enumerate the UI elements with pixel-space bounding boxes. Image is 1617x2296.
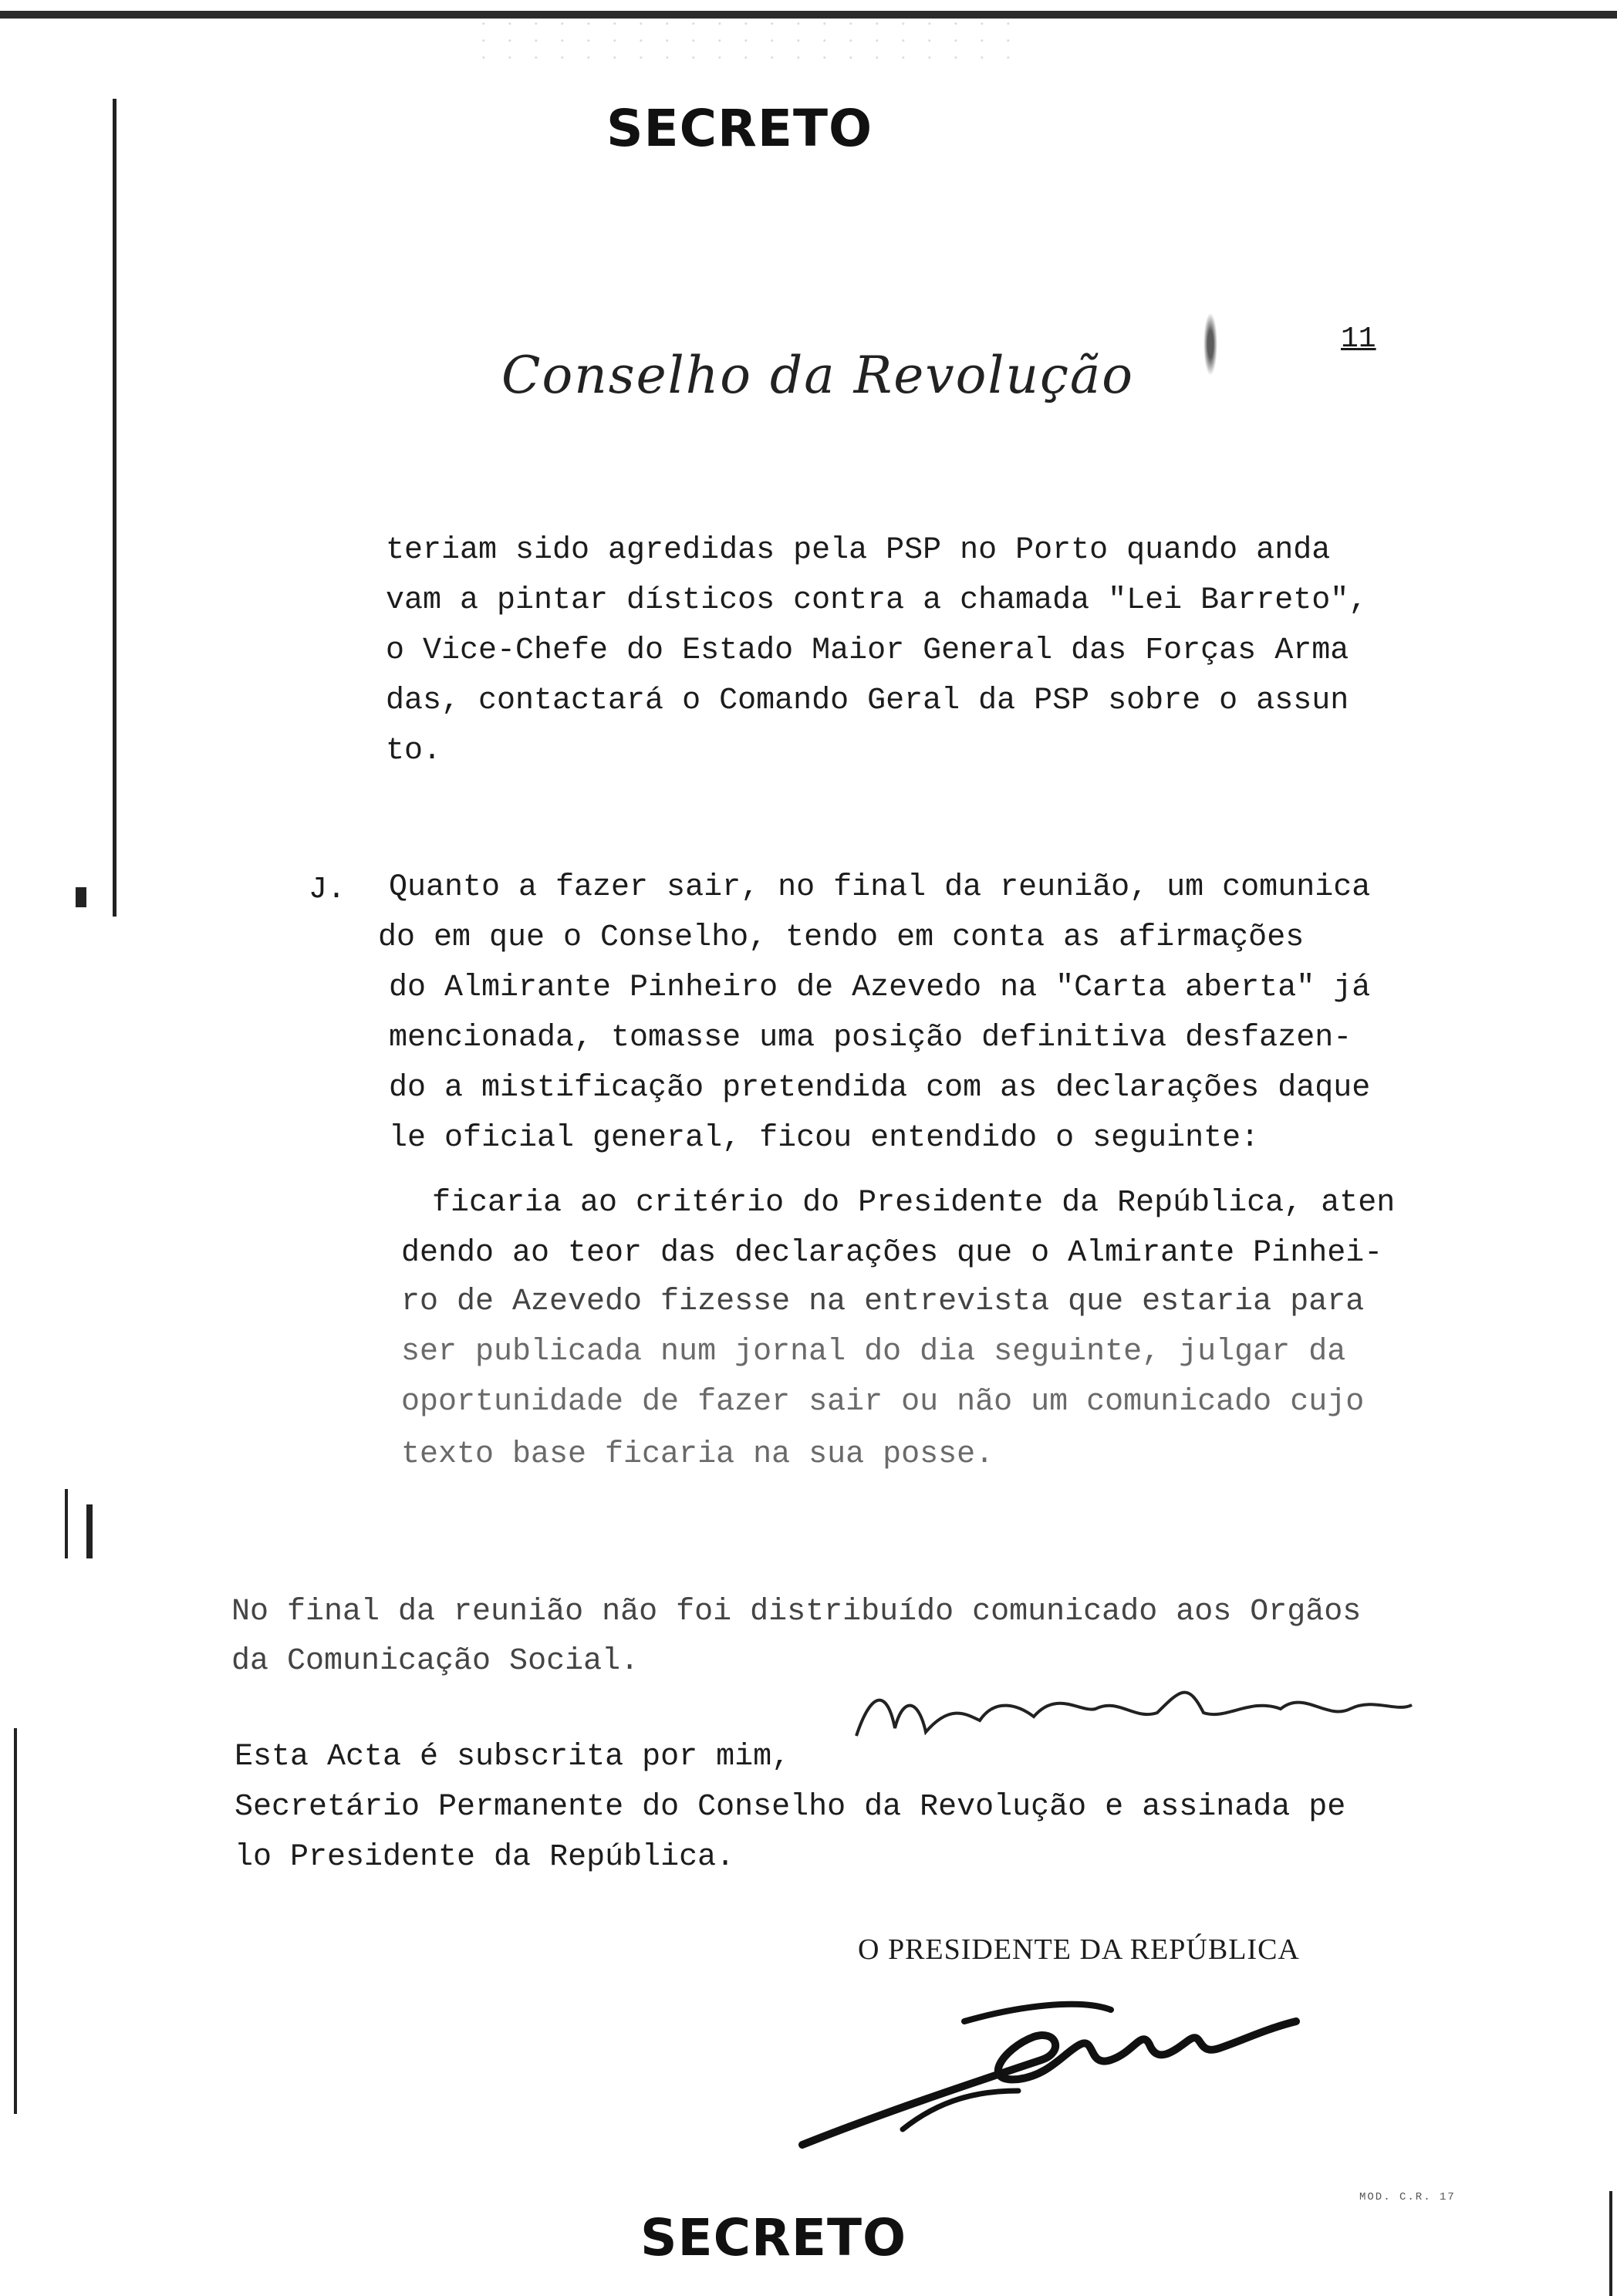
continuation-line: vam a pintar dísticos contra a chamada "Lei Barreto",	[386, 583, 1368, 618]
page-number: 11	[1341, 322, 1376, 356]
item-j-line: do em que o Conselho, tendo em conta as afirmações	[378, 920, 1305, 955]
item-j-line: do a mistificação pretendida com as declarações daque	[389, 1071, 1371, 1106]
scan-noise	[478, 19, 1018, 73]
punch-mark	[76, 887, 86, 907]
communique-line: No final da reunião não foi distribuído comunicado aos Orgãos	[231, 1595, 1362, 1629]
classification-stamp-top: SECRETO	[606, 99, 873, 158]
item-j-line: do Almirante Pinheiro de Azevedo na "Carta aberta" já	[389, 971, 1371, 1005]
classification-stamp-bottom: SECRETO	[640, 2208, 907, 2267]
attestation-line: lo Presidente da República.	[235, 1840, 735, 1875]
item-j-line: le oficial general, ficou entendido o seguinte:	[389, 1121, 1260, 1156]
top-edge-rule	[0, 11, 1617, 19]
left-margin-line-lower	[14, 1728, 17, 2114]
letterhead: Conselho da Revolução	[501, 346, 1135, 405]
communique-line: da Comunicação Social.	[231, 1644, 640, 1679]
continuation-line: das, contactará o Comando Geral da PSP sobre o assun	[386, 684, 1349, 718]
decision-line: texto base ficaria na sua posse.	[401, 1437, 994, 1472]
binding-mark	[86, 1504, 93, 1558]
item-letter: J.	[309, 873, 346, 907]
left-margin-line	[113, 99, 116, 917]
signatory-title: O PRESIDENTE DA REPÚBLICA	[858, 1933, 1300, 1966]
decision-line: dendo ao teor das declarações que o Almirante Pinhei-	[401, 1236, 1383, 1271]
decision-line: ro de Azevedo fizesse na entrevista que estaria para	[401, 1285, 1365, 1319]
decision-line: ficaria ao critério do Presidente da República, aten	[432, 1186, 1396, 1221]
item-j-line: Quanto a fazer sair, no final da reunião, um comunica	[389, 870, 1371, 905]
form-code: MOD. C.R. 17	[1359, 2191, 1456, 2203]
decision-line: oportunidade de fazer sair ou não um comunicado cujo	[401, 1385, 1365, 1420]
continuation-line: teriam sido agredidas pela PSP no Porto quando anda	[386, 533, 1331, 568]
item-j-line: mencionada, tomasse uma posição definitiva desfazen-	[389, 1021, 1352, 1055]
attestation-line: Esta Acta é subscrita por mim,	[235, 1740, 791, 1774]
president-signature	[787, 1975, 1311, 2152]
attestation-line: Secretário Permanente do Conselho da Revolução e assinada pe	[235, 1790, 1346, 1825]
decision-line: ser publicada num jornal do dia seguinte, julgar da	[401, 1335, 1346, 1369]
binding-mark	[65, 1489, 68, 1558]
right-edge-line	[1609, 2191, 1612, 2296]
continuation-line: to.	[386, 734, 442, 768]
staple-mark	[1203, 312, 1217, 376]
continuation-line: o Vice-Chefe do Estado Maior General das Forças Arma	[386, 633, 1349, 668]
secretary-signature	[849, 1666, 1420, 1751]
